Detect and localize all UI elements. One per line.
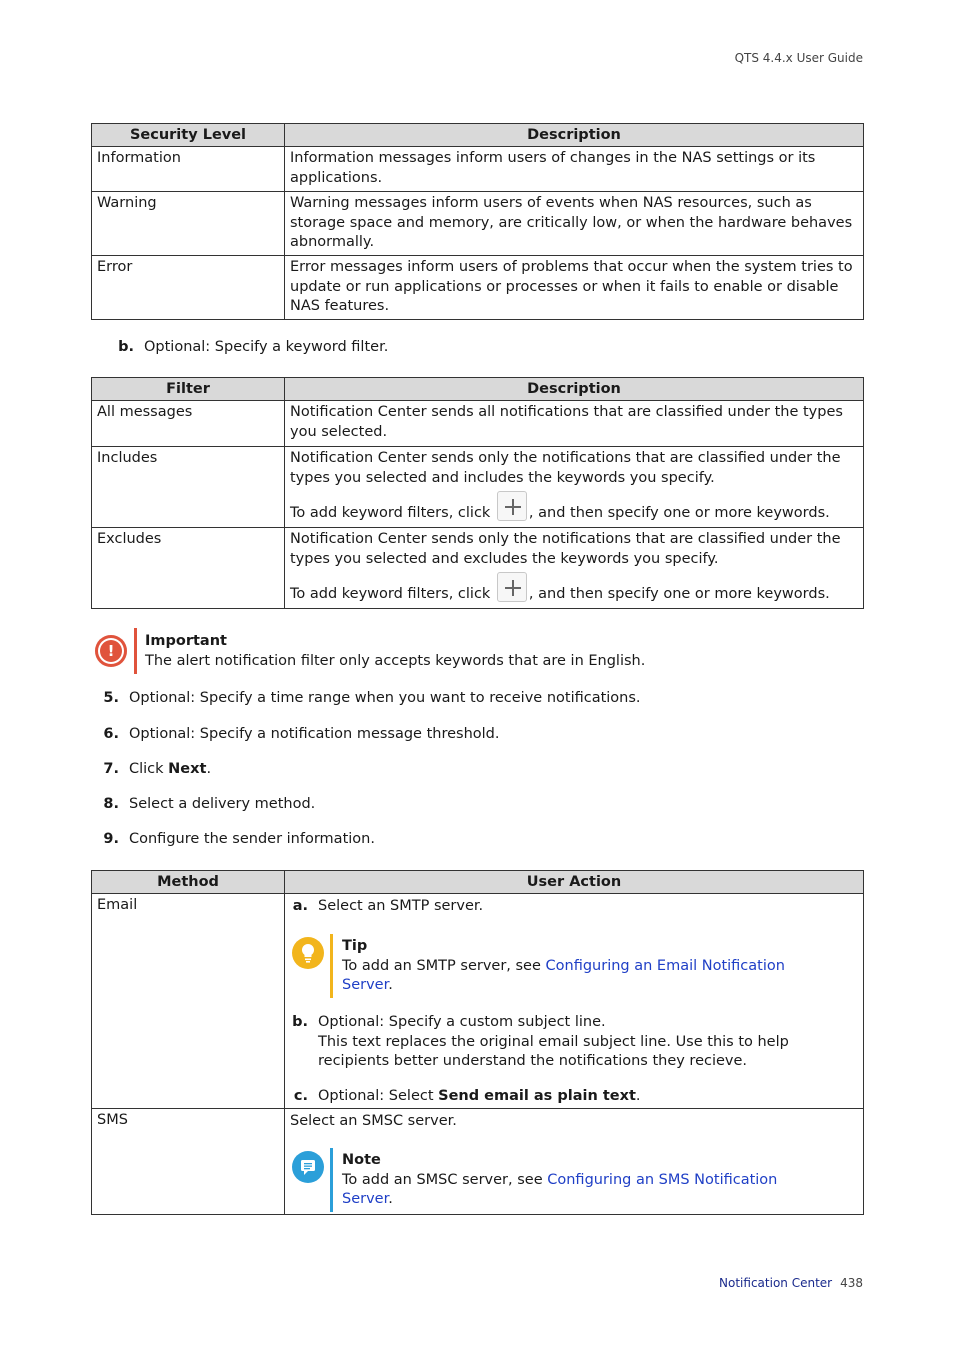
level-cell: Error <box>92 256 285 320</box>
table-row <box>92 447 864 528</box>
note-glyph <box>299 1158 317 1176</box>
step-6: 6. Optional: Specify a notification message threshold. <box>103 726 500 742</box>
table-header-row <box>92 871 864 894</box>
column-header: Description <box>285 378 864 401</box>
filter-cell: Includes <box>92 447 285 528</box>
plain-text-option: Send email as plain text <box>438 1088 636 1104</box>
description-cell <box>285 528 864 609</box>
callout-text: Note To add an SMSC server, see Configuring an SMS Notification Server. <box>342 1151 802 1210</box>
table-header-row <box>92 124 864 147</box>
callout-title: Important <box>145 633 227 649</box>
instruction-text: , and then specify one or more keywords. <box>528 586 830 602</box>
table-row <box>92 1109 864 1215</box>
column-header: Description <box>285 124 864 147</box>
lightbulb-glyph <box>300 943 316 963</box>
sms-config-link-cont[interactable]: Server <box>342 1191 389 1207</box>
note-callout <box>292 1148 812 1212</box>
filter-table <box>91 377 864 609</box>
email-step-a: a. Select an SMTP server. <box>292 898 484 914</box>
smtp-config-link[interactable]: Configuring an Email Notification <box>545 957 785 974</box>
section-name: Notification Center <box>719 1276 833 1290</box>
table-row <box>92 192 864 256</box>
instruction-text: , and then specify one or more keywords. <box>528 505 830 521</box>
column-header: Method <box>92 871 285 894</box>
email-step-b: b. Optional: Specify a custom subject line. This text replaces the original email subject line. Use this to help recipients better understand the notifications they recieve. <box>290 1013 860 1072</box>
sms-config-link[interactable]: Configuring an SMS Notification <box>547 1171 778 1188</box>
substep-marker: b. <box>118 339 134 355</box>
email-step-c: c. Optional: Select Send email as plain text. <box>293 1088 641 1104</box>
note-icon <box>292 1151 324 1183</box>
add-plus-icon <box>497 491 527 521</box>
sms-steps <box>290 1111 858 1211</box>
level-cell: Information <box>92 147 285 192</box>
page-number: 438 <box>840 1276 863 1290</box>
lightbulb-icon <box>292 937 324 969</box>
callout-text: Tip To add an SMTP server, see Configuring an Email Notification Server. <box>342 937 802 996</box>
column-header: User Action <box>285 871 864 894</box>
table-row <box>92 894 864 1109</box>
page-footer <box>719 1276 863 1290</box>
sms-text: Select an SMSC server. <box>290 1113 457 1129</box>
callout-bar <box>330 934 333 998</box>
filter-cell: Excludes <box>92 528 285 609</box>
method-cell: SMS <box>92 1109 285 1215</box>
level-cell: Warning <box>92 192 285 256</box>
instruction-text: To add keyword filters, click <box>290 505 495 521</box>
table-row <box>92 147 864 192</box>
email-steps <box>290 896 858 1106</box>
callout-bar <box>330 1148 333 1212</box>
table-row <box>92 256 864 320</box>
step-8: 8. Select a delivery method. <box>103 796 316 812</box>
subject-detail: This text replaces the original email subject line. Use this to help recipients better understand the notifications they recieve. <box>318 1033 789 1069</box>
method-cell: Email <box>92 894 285 1109</box>
description-cell: Information messages inform users of changes in the NAS settings or its applications. <box>285 147 864 192</box>
security-level-table <box>91 123 864 320</box>
description-text: Notification Center sends only the notifications that are classified under the types you selected and includes the keywords you specify. <box>290 450 841 486</box>
substep-keyword-filter <box>110 339 388 355</box>
step-9: 9. Configure the sender information. <box>103 831 375 847</box>
instruction-text: To add keyword filters, click <box>290 586 495 602</box>
exclamation-icon: ! <box>95 635 127 667</box>
tip-callout <box>292 934 812 998</box>
column-header: Security Level <box>92 124 285 147</box>
callout-body: The alert notification filter only accepts keywords that are in English. <box>145 652 646 669</box>
method-table <box>91 870 864 1215</box>
substep-text: Optional: Specify a keyword filter. <box>144 339 389 355</box>
description-cell: Warning messages inform users of events when NAS resources, such as storage space and memory, are critically low, or when the hardware behaves abnormally. <box>285 192 864 256</box>
smtp-config-link-cont[interactable]: Server <box>342 977 389 993</box>
description-cell: Error messages inform users of problems that occur when the system tries to update or run applications or processes or when it fails to enable or disable NAS features. <box>285 256 864 320</box>
step-7: 7. Click Next. <box>103 761 212 777</box>
callout-text <box>145 632 645 671</box>
important-callout <box>95 628 795 674</box>
step-5: 5. Optional: Specify a time range when you want to receive notifications. <box>103 690 641 706</box>
filter-cell: All messages <box>92 401 285 447</box>
next-label: Next <box>168 761 207 777</box>
table-header-row <box>92 378 864 401</box>
add-filter-instruction <box>290 491 858 524</box>
callout-title: Note <box>342 1152 381 1168</box>
column-header: Filter <box>92 378 285 401</box>
add-plus-icon <box>497 572 527 602</box>
table-row <box>92 401 864 447</box>
table-row <box>92 528 864 609</box>
callout-title: Tip <box>342 938 368 954</box>
description-cell <box>285 447 864 528</box>
guide-title: QTS 4.4.x User Guide <box>734 51 863 65</box>
user-action-cell <box>285 1109 864 1215</box>
description-cell: Notification Center sends all notifications that are classified under the types you selected. <box>285 401 864 447</box>
description-text: Notification Center sends only the notifications that are classified under the types you selected and excludes the keywords you specify. <box>290 531 841 567</box>
add-filter-instruction <box>290 572 858 605</box>
callout-bar <box>134 628 137 674</box>
user-action-cell <box>285 894 864 1109</box>
